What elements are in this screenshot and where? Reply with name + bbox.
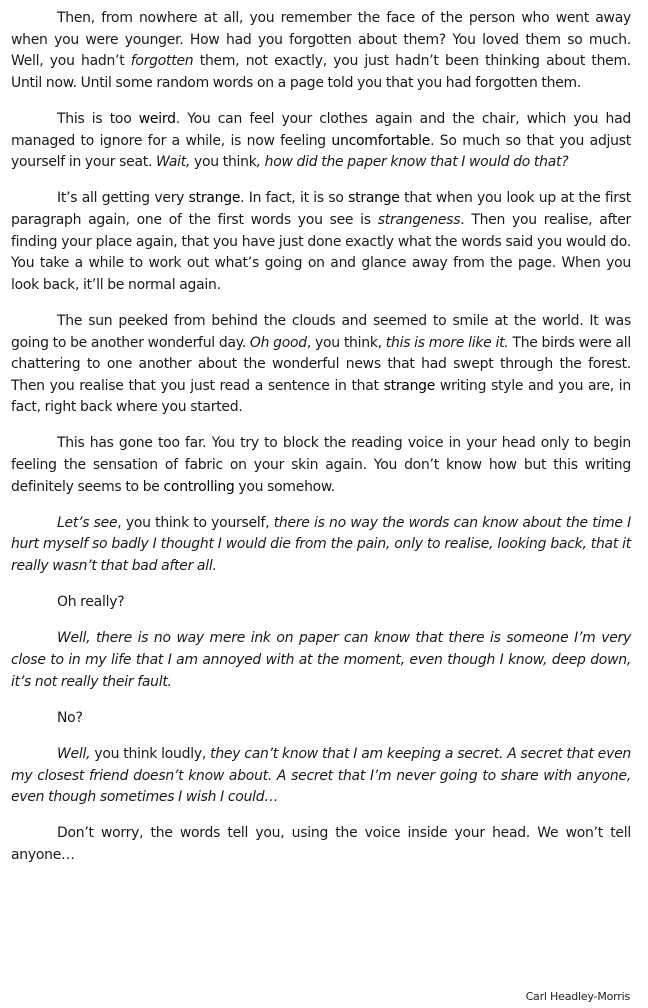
story-paragraph bbox=[11, 109, 631, 174]
emphasized-word: strange bbox=[348, 190, 400, 207]
italic-text: , how did the paper know that I would do that? bbox=[256, 154, 569, 171]
text-segment: The birds were all chattering to one another about the wonderful news that had swept through the forest. Then you realise that you just read a sentence in that bbox=[11, 334, 632, 394]
story-paragraph bbox=[11, 823, 631, 866]
text-segment: , you think to yourself, bbox=[117, 514, 274, 531]
text-segment: Oh really? bbox=[57, 594, 125, 611]
story-text bbox=[11, 8, 631, 881]
story-paragraph bbox=[11, 628, 631, 693]
story-paragraph bbox=[11, 311, 631, 419]
emphasized-word: strange bbox=[383, 377, 436, 394]
author-footer: Carl Headley-Morris bbox=[525, 990, 630, 1003]
text-segment: No? bbox=[57, 709, 83, 726]
text-segment: , you think, bbox=[306, 334, 386, 351]
text-segment: you think loudly, bbox=[90, 745, 211, 762]
italic-text: there is no way the words can know about the time I hurt myself so badly I thought I would die from the pain, only to realise, looking back, that it really wasn’t that bad after all. bbox=[11, 514, 631, 575]
text-segment: . In fact, it is so bbox=[240, 190, 349, 207]
text-segment: It’s all getting very bbox=[57, 190, 189, 207]
emphasized-word: strange bbox=[188, 190, 241, 207]
story-paragraph bbox=[11, 744, 631, 809]
text-segment: that when you look up at the first paragraph again, one of the first words you see is bbox=[11, 190, 632, 228]
italic-text: forgotten bbox=[130, 53, 194, 70]
text-segment: This is too bbox=[57, 110, 139, 127]
italic-text: Let’s see bbox=[57, 514, 118, 531]
story-paragraph bbox=[11, 188, 631, 296]
text-segment: . So much so that you adjust yourself in your seat. bbox=[11, 132, 631, 171]
emphasized-word: controlling bbox=[163, 478, 235, 495]
text-segment: you think bbox=[190, 154, 257, 171]
text-segment: Then, from nowhere at all, you remember the face of the person who went away when you were younger. How had you forgotten about them? You loved them so much. Well, you hadn’t bbox=[11, 10, 631, 70]
text-segment: . Then you realise, after finding your place again, that you have just done exactly what the words said you would do. You take a while to work out what’s going on and glance away from the page. When you look back, it’ll be normal again. bbox=[11, 211, 632, 293]
emphasized-word: uncomfortable bbox=[331, 132, 431, 149]
story-paragraph bbox=[11, 8, 631, 94]
text-segment: . You can feel your clothes again and the chair, which you had managed to ignore for a while, is now feeling bbox=[11, 110, 631, 149]
text-segment: Don’t worry, the words tell you, using the voice inside your head. We won’t tell anyone… bbox=[11, 825, 631, 863]
text-segment: you somehow. bbox=[234, 478, 335, 495]
italic-text: Oh good bbox=[249, 334, 307, 351]
italic-text: Well, bbox=[57, 745, 91, 762]
story-paragraph bbox=[11, 592, 631, 614]
emphasized-word: weird bbox=[138, 110, 176, 127]
italic-text: strangeness bbox=[377, 211, 461, 228]
text-segment: writing style and you are, in fact, right back where you started. bbox=[11, 377, 631, 416]
story-paragraph bbox=[11, 513, 631, 578]
text-segment: The sun peeked from behind the clouds and seemed to smile at the world. It was going to be another wonderful day. bbox=[11, 312, 631, 351]
italic-text: they can’t know that I am keeping a secret. A secret that even my closest friend doesn’t know about. A secret that I’m never going to share with anyone, even though sometimes I wish I could… bbox=[11, 745, 631, 806]
text-segment: This has gone too far. You try to block the reading voice in your head only to begin feeling the sensation of fabric on your skin again. You don’t know how but this writing definitely seems to be bbox=[11, 435, 631, 495]
story-paragraph bbox=[11, 708, 631, 730]
italic-text: this is more like it. bbox=[385, 334, 509, 351]
text-segment: them, not exactly, you just hadn’t been thinking about them. Until now. Until some random words on a page told you that you had forgotten them. bbox=[11, 53, 631, 91]
italic-text: Wait, bbox=[156, 154, 191, 171]
story-paragraph bbox=[11, 433, 631, 498]
italic-text: Well, there is no way mere ink on paper can know that there is someone I’m very close to in my life that I am annoyed with at the moment, even though I know, deep down, it’s not really their fault. bbox=[11, 630, 631, 690]
